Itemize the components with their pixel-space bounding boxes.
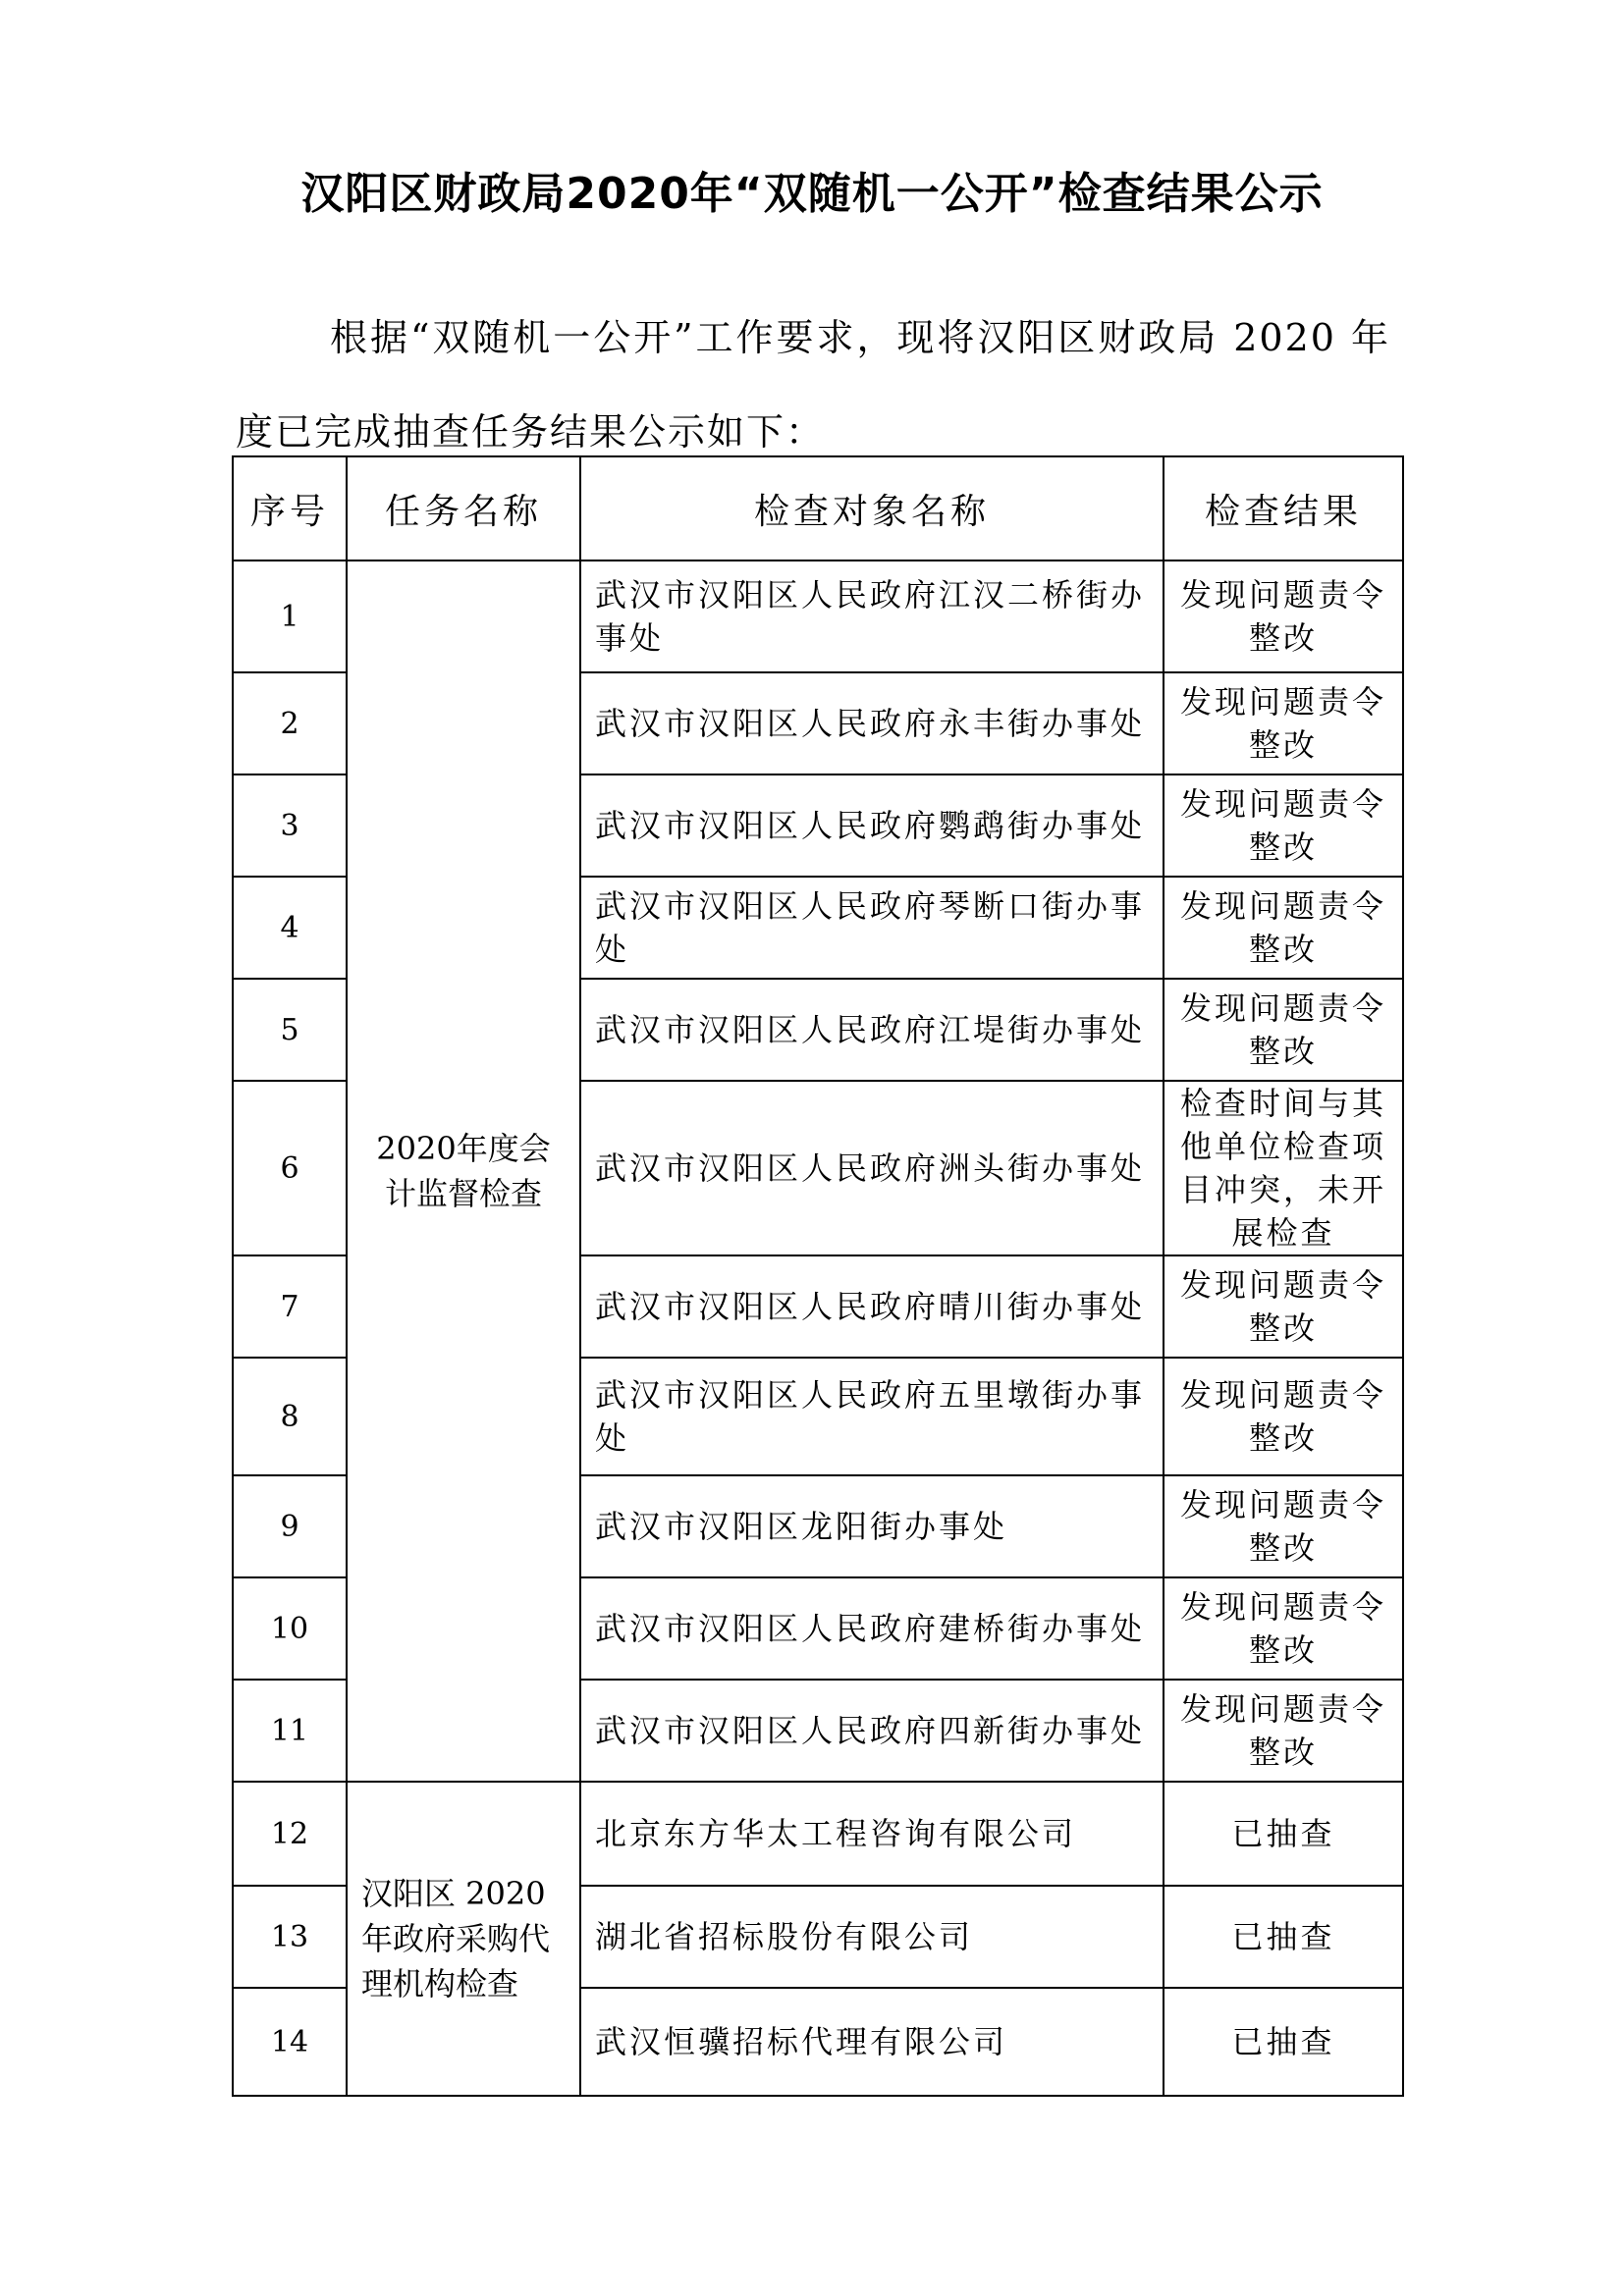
- object-cell: 武汉市汉阳区龙阳街办事处: [580, 1475, 1164, 1577]
- header-result: 检查结果: [1164, 456, 1403, 561]
- header-object: 检查对象名称: [580, 456, 1164, 561]
- task-cell-accounting: 2020年度会计监督检查: [347, 561, 580, 1782]
- header-seq: 序号: [233, 456, 347, 561]
- seq-cell: 4: [233, 877, 347, 979]
- seq-cell: 1: [233, 561, 347, 672]
- result-cell: 发现问题责令整改: [1164, 561, 1403, 672]
- seq-cell: 12: [233, 1782, 347, 1886]
- object-cell: 武汉市汉阳区人民政府洲头街办事处: [580, 1081, 1164, 1255]
- object-cell: 武汉市汉阳区人民政府晴川街办事处: [580, 1255, 1164, 1358]
- result-cell: 已抽查: [1164, 1886, 1403, 1988]
- table-row: [233, 1782, 1403, 1886]
- seq-cell: 2: [233, 672, 347, 774]
- seq-cell: 11: [233, 1680, 347, 1782]
- object-cell: 武汉市汉阳区人民政府江汉二桥街办事处: [580, 561, 1164, 672]
- seq-cell: 3: [233, 774, 347, 877]
- object-cell: 武汉市汉阳区人民政府四新街办事处: [580, 1680, 1164, 1782]
- results-table: [232, 455, 1404, 2097]
- result-cell: 发现问题责令整改: [1164, 672, 1403, 774]
- object-cell: 武汉市汉阳区人民政府建桥街办事处: [580, 1577, 1164, 1680]
- object-cell: 武汉恒骥招标代理有限公司: [580, 1988, 1164, 2096]
- object-cell: 北京东方华太工程咨询有限公司: [580, 1782, 1164, 1886]
- header-task: 任务名称: [347, 456, 580, 561]
- task-cell-procurement: 汉阳区 2020年政府采购代理机构检查: [347, 1782, 580, 2096]
- result-cell: 已抽查: [1164, 1782, 1403, 1886]
- object-cell: 武汉市汉阳区人民政府五里墩街办事处: [580, 1358, 1164, 1475]
- result-cell: 检查时间与其他单位检查项目冲突，未开展检查: [1164, 1081, 1403, 1255]
- seq-cell: 13: [233, 1886, 347, 1988]
- seq-cell: 14: [233, 1988, 347, 2096]
- intro-paragraph: 根据“双随机一公开”工作要求，现将汉阳区财政局 2020 年度已完成抽查任务结果公示如下：: [236, 316, 1390, 454]
- seq-cell: 6: [233, 1081, 347, 1255]
- object-cell: 武汉市汉阳区人民政府江堤街办事处: [580, 979, 1164, 1081]
- object-cell: 武汉市汉阳区人民政府永丰街办事处: [580, 672, 1164, 774]
- object-cell: 武汉市汉阳区人民政府琴断口街办事处: [580, 877, 1164, 979]
- object-cell: 湖北省招标股份有限公司: [580, 1886, 1164, 1988]
- table-row: [233, 561, 1403, 672]
- result-cell: 发现问题责令整改: [1164, 1358, 1403, 1475]
- result-cell: 发现问题责令整改: [1164, 877, 1403, 979]
- page-title: 汉阳区财政局2020年“双随机一公开”检查结果公示: [300, 169, 1324, 219]
- object-cell: 武汉市汉阳区人民政府鹦鹉街办事处: [580, 774, 1164, 877]
- seq-cell: 9: [233, 1475, 347, 1577]
- seq-cell: 8: [233, 1358, 347, 1475]
- result-cell: 发现问题责令整改: [1164, 774, 1403, 877]
- result-cell: 发现问题责令整改: [1164, 1255, 1403, 1358]
- result-cell: 发现问题责令整改: [1164, 1475, 1403, 1577]
- result-cell: 发现问题责令整改: [1164, 1680, 1403, 1782]
- result-cell: 发现问题责令整改: [1164, 1577, 1403, 1680]
- seq-cell: 10: [233, 1577, 347, 1680]
- table-header-row: [233, 456, 1403, 561]
- result-cell: 已抽查: [1164, 1988, 1403, 2096]
- seq-cell: 5: [233, 979, 347, 1081]
- seq-cell: 7: [233, 1255, 347, 1358]
- result-cell: 发现问题责令整改: [1164, 979, 1403, 1081]
